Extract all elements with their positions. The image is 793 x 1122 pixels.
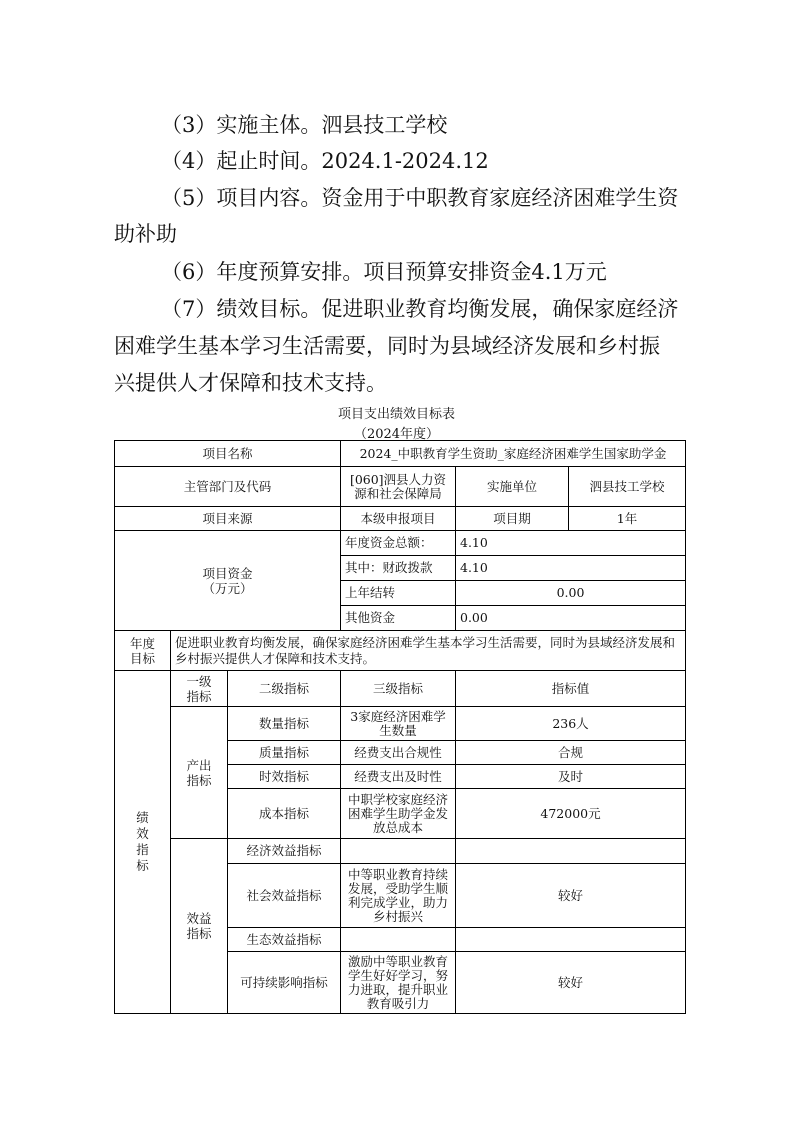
funds-fiscal-label: 其中：财政拨款 bbox=[341, 556, 456, 581]
paragraph-implementer: （3）实施主体。泗县技工学校 bbox=[161, 113, 448, 137]
benefit-level3: 中等职业教育持续发展，受助学生顺利完成学业，助力乡村振兴 bbox=[341, 864, 456, 928]
benefit-label-text: 效益指标 bbox=[186, 911, 212, 941]
source-label: 项目来源 bbox=[115, 507, 341, 531]
header-level3: 三级指标 bbox=[341, 671, 456, 707]
annual-goal-label bbox=[115, 631, 171, 671]
funds-fiscal-value: 4.10 bbox=[456, 556, 686, 581]
funds-other-value: 0.00 bbox=[456, 606, 686, 631]
output-level2: 质量指标 bbox=[228, 741, 341, 765]
output-value: 472000元 bbox=[456, 789, 686, 839]
funds-other-label: 其他资金 bbox=[341, 606, 456, 631]
funds-total-label: 年度资金总额： bbox=[341, 531, 456, 556]
header-level2: 二级指标 bbox=[228, 671, 341, 707]
output-value: 及时 bbox=[456, 765, 686, 789]
dept-value: [060]泗县人力资源和社会保障局 bbox=[341, 467, 456, 507]
benefit-value bbox=[456, 928, 686, 952]
annual-goal-label-text: 年度目标 bbox=[129, 635, 155, 666]
perf-label-text: 绩效指标 bbox=[136, 810, 149, 873]
row-dept bbox=[115, 467, 686, 507]
benefit-value: 较好 bbox=[456, 952, 686, 1014]
paragraph-goal-cont-1: 困难学生基本学习生活需要，同时为县域经济发展和乡村振 bbox=[114, 334, 660, 358]
header-level1 bbox=[171, 671, 228, 707]
output-value: 236人 bbox=[456, 707, 686, 741]
perf-label bbox=[115, 671, 171, 1014]
output-level2: 成本指标 bbox=[228, 789, 341, 839]
period-value: 1年 bbox=[569, 507, 686, 531]
output-label bbox=[171, 707, 228, 839]
output-level3: 经费支出及时性 bbox=[341, 765, 456, 789]
table-subtitle: （2024年度） bbox=[353, 427, 440, 442]
funds-total-value: 4.10 bbox=[456, 531, 686, 556]
output-level3: 3家庭经济困难学生数量 bbox=[341, 707, 456, 741]
output-value: 合规 bbox=[456, 741, 686, 765]
row-annual-goal bbox=[115, 631, 686, 671]
row-benefit-economic bbox=[115, 839, 686, 864]
benefit-level2: 生态效益指标 bbox=[228, 928, 341, 952]
benefit-level3 bbox=[341, 928, 456, 952]
paragraph-content: （5）项目内容。资金用于中职教育家庭经济困难学生资 bbox=[161, 186, 679, 210]
output-level2: 数量指标 bbox=[228, 707, 341, 741]
benefit-level3: 激励中等职业教育学生好好学习，努力进取，提升职业教育吸引力 bbox=[341, 952, 456, 1014]
paragraph-content-cont: 助补助 bbox=[114, 222, 177, 246]
output-label-text: 产出指标 bbox=[186, 757, 212, 788]
performance-table bbox=[114, 440, 686, 1014]
benefit-value bbox=[456, 839, 686, 864]
project-name-value: 2024_中职教育学生资助_家庭经济困难学生国家助学金 bbox=[341, 441, 686, 467]
annual-goal-value: 促进职业教育均衡发展，确保家庭经济困难学生基本学习生活需要，同时为县域经济发展和乡村振兴提供人才保障和技术支持。 bbox=[171, 631, 686, 671]
funds-label-text: 项目资金（万元） bbox=[202, 565, 253, 596]
benefit-value: 较好 bbox=[456, 864, 686, 928]
benefit-level2: 社会效益指标 bbox=[228, 864, 341, 928]
benefit-level3 bbox=[341, 839, 456, 864]
header-value: 指标值 bbox=[456, 671, 686, 707]
paragraph-goal-cont-2: 兴提供人才保障和技术支持。 bbox=[114, 371, 387, 395]
row-project-name bbox=[115, 441, 686, 467]
benefit-level2: 经济效益指标 bbox=[228, 839, 341, 864]
impl-unit-value: 泗县技工学校 bbox=[569, 467, 686, 507]
benefit-label bbox=[171, 839, 228, 1014]
table-title: 项目支出绩效目标表 bbox=[337, 407, 455, 422]
header-level1-text: 一级指标 bbox=[186, 673, 212, 704]
benefit-level2: 可持续影响指标 bbox=[228, 952, 341, 1014]
funds-carryover-value: 0.00 bbox=[456, 581, 686, 606]
project-name-label: 项目名称 bbox=[115, 441, 341, 467]
dept-label: 主管部门及代码 bbox=[115, 467, 341, 507]
row-funds-total bbox=[115, 531, 686, 556]
source-value: 本级申报项目 bbox=[341, 507, 456, 531]
paragraph-period: （4）起止时间。2024.1-2024.12 bbox=[161, 149, 489, 173]
impl-unit-label: 实施单位 bbox=[456, 467, 569, 507]
paragraph-budget: （6）年度预算安排。项目预算安排资金4.1万元 bbox=[161, 260, 607, 284]
output-level3: 中职学校家庭经济困难学生助学金发放总成本 bbox=[341, 789, 456, 839]
output-level3: 经费支出合规性 bbox=[341, 741, 456, 765]
row-indicator-header bbox=[115, 671, 686, 707]
row-source bbox=[115, 507, 686, 531]
paragraph-goal: （7）绩效目标。促进职业教育均衡发展，确保家庭经济 bbox=[161, 297, 679, 321]
period-label: 项目期 bbox=[456, 507, 569, 531]
funds-carryover-label: 上年结转 bbox=[341, 581, 456, 606]
funds-label bbox=[115, 531, 341, 631]
output-level2: 时效指标 bbox=[228, 765, 341, 789]
row-output-quantity bbox=[115, 707, 686, 741]
